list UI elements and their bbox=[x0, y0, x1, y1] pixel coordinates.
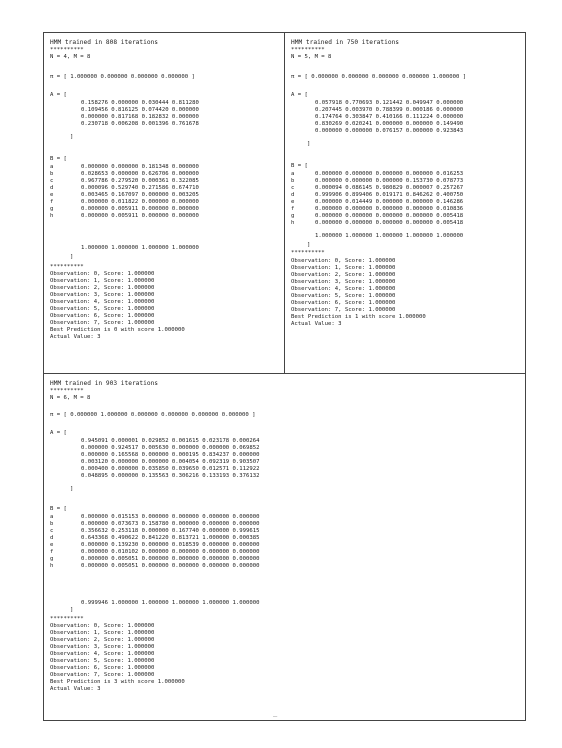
observation-score: Observation: 0, Score: 1.000000 bbox=[50, 623, 155, 629]
matrix-b-row: 0.000000 0.005051 0.000000 0.000000 0.000000 0.000000 bbox=[81, 563, 260, 569]
matrix-a-row: 0.000000 0.924517 0.005630 0.000000 0.000000 0.069852 bbox=[81, 445, 260, 451]
matrix-b-row: 0.000000 0.005911 0.000000 0.000000 bbox=[81, 213, 199, 219]
matrix-b-row-label: a bbox=[50, 164, 54, 170]
observation-score: Observation: 4, Score: 1.000000 bbox=[50, 651, 155, 657]
matrix-a-row: 0.048895 0.000000 0.135563 0.306216 0.133193 0.376132 bbox=[81, 473, 260, 479]
matrix-b-row-label: f bbox=[291, 206, 295, 212]
training-title: HMM trained in 808 iterations bbox=[50, 39, 159, 46]
observation-score: Observation: 7, Score: 1.000000 bbox=[50, 320, 155, 326]
matrix-b-row: 0.000000 0.014449 0.000000 0.000000 0.146286 bbox=[315, 199, 464, 205]
observation-score: Observation: 7, Score: 1.000000 bbox=[50, 672, 155, 678]
separator-stars: ********** bbox=[291, 47, 325, 53]
matrix-b-row-label: a bbox=[291, 171, 295, 177]
matrix-b-row: 0.000000 0.000000 0.000000 0.000000 0.016253 bbox=[315, 171, 464, 177]
separator-stars: ********** bbox=[50, 388, 84, 394]
matrix-a-row: 0.000000 0.165568 0.000000 0.000195 0.834237 0.000000 bbox=[81, 452, 260, 458]
hmm-output-panel-1 bbox=[43, 32, 285, 374]
matrix-b-row: 0.000094 0.086145 0.980829 0.000007 0.257267 bbox=[315, 185, 464, 191]
actual-value: Actual Value: 3 bbox=[291, 321, 342, 327]
observation-score: Observation: 3, Score: 1.000000 bbox=[50, 292, 155, 298]
matrix-a-row: 0.000000 0.000000 0.076157 0.000000 0.923843 bbox=[315, 128, 464, 134]
observation-score: Observation: 4, Score: 1.000000 bbox=[291, 286, 396, 292]
matrix-b-row: 0.000000 0.010102 0.000000 0.000000 0.000000 0.000000 bbox=[81, 549, 260, 555]
observation-score: Observation: 4, Score: 1.000000 bbox=[50, 299, 155, 305]
best-prediction: Best Prediction is 1 with score 1.000000 bbox=[291, 314, 426, 320]
matrix-b-row: 0.000000 0.005051 0.000000 0.000000 0.000000 0.000000 bbox=[81, 556, 260, 562]
matrix-b-row-label: c bbox=[50, 178, 54, 184]
observation-score: Observation: 6, Score: 1.000000 bbox=[50, 313, 155, 319]
matrix-b-row: 0.003465 0.167097 0.000000 0.003205 bbox=[81, 192, 199, 198]
matrix-a-row: 0.109456 0.816125 0.074420 0.000000 bbox=[81, 107, 199, 113]
matrix-b-row: 0.643368 0.490622 0.841220 0.813721 1.000000 0.000385 bbox=[81, 535, 260, 541]
matrix-b-row-label: h bbox=[291, 220, 295, 226]
matrix-b-row: 0.000000 0.000000 0.000000 0.000000 0.010836 bbox=[315, 206, 464, 212]
text-cursor: _ bbox=[273, 709, 278, 717]
matrix-b-column-sums: 1.000000 1.000000 1.000000 1.000000 1.000000 bbox=[315, 233, 464, 239]
separator-stars: ********** bbox=[291, 250, 325, 256]
n-m-params: N = 5, M = 8 bbox=[291, 54, 332, 60]
observation-score: Observation: 5, Score: 1.000000 bbox=[50, 658, 155, 664]
matrix-a-close: ] bbox=[70, 134, 74, 140]
observation-score: Observation: 2, Score: 1.000000 bbox=[50, 637, 155, 643]
matrix-b-open: B = [ bbox=[50, 156, 67, 162]
observation-score: Observation: 5, Score: 1.000000 bbox=[291, 293, 396, 299]
matrix-b-row-label: a bbox=[50, 514, 54, 520]
matrix-b-row: 0.000000 0.000000 0.000000 0.000000 0.005418 bbox=[315, 220, 464, 226]
actual-value: Actual Value: 3 bbox=[50, 686, 101, 692]
matrix-b-open: B = [ bbox=[291, 163, 308, 169]
matrix-b-row-label: h bbox=[50, 563, 54, 569]
matrix-b-open: B = [ bbox=[50, 506, 67, 512]
n-m-params: N = 4, M = 8 bbox=[50, 54, 91, 60]
matrix-b-row-label: e bbox=[50, 542, 54, 548]
hmm-output-panel-3 bbox=[43, 373, 526, 721]
matrix-b-row-label: c bbox=[50, 528, 54, 534]
matrix-b-row: 0.028653 0.000000 0.626706 0.000000 bbox=[81, 171, 199, 177]
matrix-a-row: 0.000400 0.000000 0.035850 0.039650 0.012571 0.112922 bbox=[81, 466, 260, 472]
training-title: HMM trained in 903 iterations bbox=[50, 380, 159, 387]
pi-vector: π = [ 0.000000 0.000000 0.000000 0.000000 1.000000 ] bbox=[291, 74, 467, 80]
matrix-b-row-label: d bbox=[50, 185, 54, 191]
matrix-b-row: 0.000000 0.000000 0.181348 0.000000 bbox=[81, 164, 199, 170]
matrix-b-row-label: b bbox=[50, 171, 54, 177]
matrix-a-row: 0.158276 0.000000 0.030444 0.811280 bbox=[81, 100, 199, 106]
matrix-a-row: 0.057918 0.770693 0.121442 0.049947 0.000000 bbox=[315, 100, 464, 106]
matrix-b-row-label: e bbox=[291, 199, 295, 205]
matrix-b-row-label: c bbox=[291, 185, 295, 191]
matrix-b-row: 0.000000 0.011822 0.000000 0.000000 bbox=[81, 199, 199, 205]
matrix-b-row-label: d bbox=[291, 192, 295, 198]
matrix-b-row-label: d bbox=[50, 535, 54, 541]
matrix-a-close: ] bbox=[307, 141, 311, 147]
matrix-a-row: 0.003120 0.000000 0.000000 0.004054 0.092319 0.903507 bbox=[81, 459, 260, 465]
matrix-b-row-label: g bbox=[291, 213, 295, 219]
separator-stars: ********** bbox=[50, 47, 84, 53]
matrix-a-row: 0.207445 0.003970 0.788399 0.000186 0.000000 bbox=[315, 107, 464, 113]
matrix-b-row: 0.000000 0.000000 0.000000 0.000000 0.005418 bbox=[315, 213, 464, 219]
best-prediction: Best Prediction is 0 with score 1.000000 bbox=[50, 327, 185, 333]
training-title: HMM trained in 750 iterations bbox=[291, 39, 400, 46]
observation-score: Observation: 2, Score: 1.000000 bbox=[50, 285, 155, 291]
matrix-b-row: 0.967786 0.279520 0.000361 0.322085 bbox=[81, 178, 199, 184]
matrix-a-row: 0.230718 0.006208 0.001396 0.761678 bbox=[81, 121, 199, 127]
observation-score: Observation: 1, Score: 1.000000 bbox=[291, 265, 396, 271]
matrix-b-row-label: f bbox=[50, 549, 54, 555]
matrix-b-row: 0.999906 0.899406 0.019171 0.846262 0.400750 bbox=[315, 192, 464, 198]
separator-stars: ********** bbox=[50, 264, 84, 270]
matrix-b-row-label: h bbox=[50, 213, 54, 219]
matrix-b-row: 0.000000 0.073673 0.158780 0.000000 0.000000 0.000000 bbox=[81, 521, 260, 527]
observation-score: Observation: 7, Score: 1.000000 bbox=[291, 307, 396, 313]
matrix-b-close: ] bbox=[70, 254, 74, 260]
matrix-a-row: 0.174764 0.303847 0.410166 0.111224 0.000000 bbox=[315, 114, 464, 120]
matrix-a-close: ] bbox=[70, 486, 74, 492]
best-prediction: Best Prediction is 3 with score 1.000000 bbox=[50, 679, 185, 685]
matrix-a-row: 0.945091 0.000001 0.029852 0.001615 0.023178 0.000264 bbox=[81, 438, 260, 444]
observation-score: Observation: 0, Score: 1.000000 bbox=[291, 258, 396, 264]
matrix-b-column-sums: 0.999946 1.000000 1.000000 1.000000 1.000000 1.000000 bbox=[81, 600, 260, 606]
observation-score: Observation: 3, Score: 1.000000 bbox=[50, 644, 155, 650]
matrix-b-row: 0.000096 0.529740 0.271586 0.674710 bbox=[81, 185, 199, 191]
observation-score: Observation: 2, Score: 1.000000 bbox=[291, 272, 396, 278]
pi-vector: π = [ 1.000000 0.000000 0.000000 0.000000 ] bbox=[50, 74, 195, 80]
matrix-b-close: ] bbox=[70, 607, 74, 613]
observation-score: Observation: 3, Score: 1.000000 bbox=[291, 279, 396, 285]
separator-stars: ********** bbox=[50, 616, 84, 622]
matrix-a-open: A = [ bbox=[291, 92, 308, 98]
matrix-b-row-label: b bbox=[50, 521, 54, 527]
matrix-a-open: A = [ bbox=[50, 92, 67, 98]
observation-score: Observation: 1, Score: 1.000000 bbox=[50, 630, 155, 636]
observation-score: Observation: 1, Score: 1.000000 bbox=[50, 278, 155, 284]
matrix-b-row: 0.000000 0.000000 0.000000 0.153730 0.078773 bbox=[315, 178, 464, 184]
matrix-b-column-sums: 1.000000 1.000000 1.000000 1.000000 bbox=[81, 245, 199, 251]
matrix-b-close: ] bbox=[307, 242, 311, 248]
matrix-b-row: 0.356632 0.253118 0.000000 0.167740 0.000000 0.999615 bbox=[81, 528, 260, 534]
matrix-b-row: 0.000000 0.139230 0.000000 0.018539 0.000000 0.000000 bbox=[81, 542, 260, 548]
observation-score: Observation: 0, Score: 1.000000 bbox=[50, 271, 155, 277]
n-m-params: N = 6, M = 8 bbox=[50, 395, 91, 401]
matrix-b-row-label: g bbox=[50, 556, 54, 562]
observation-score: Observation: 5, Score: 1.000000 bbox=[50, 306, 155, 312]
observation-score: Observation: 6, Score: 1.000000 bbox=[50, 665, 155, 671]
matrix-b-row: 0.000000 0.005911 0.000000 0.000000 bbox=[81, 206, 199, 212]
matrix-b-row-label: e bbox=[50, 192, 54, 198]
matrix-a-row: 0.000000 0.817168 0.182832 0.000000 bbox=[81, 114, 199, 120]
matrix-b-row-label: b bbox=[291, 178, 295, 184]
actual-value: Actual Value: 3 bbox=[50, 334, 101, 340]
matrix-a-row: 0.830269 0.020241 0.000000 0.000000 0.149490 bbox=[315, 121, 464, 127]
matrix-a-open: A = [ bbox=[50, 430, 67, 436]
hmm-output-panel-2 bbox=[284, 32, 526, 374]
pi-vector: π = [ 0.000000 1.000000 0.000000 0.000000 0.000000 0.000000 ] bbox=[50, 412, 256, 418]
matrix-b-row-label: g bbox=[50, 206, 54, 212]
observation-score: Observation: 6, Score: 1.000000 bbox=[291, 300, 396, 306]
matrix-b-row: 0.000000 0.015153 0.000000 0.000000 0.000000 0.000000 bbox=[81, 514, 260, 520]
matrix-b-row-label: f bbox=[50, 199, 54, 205]
